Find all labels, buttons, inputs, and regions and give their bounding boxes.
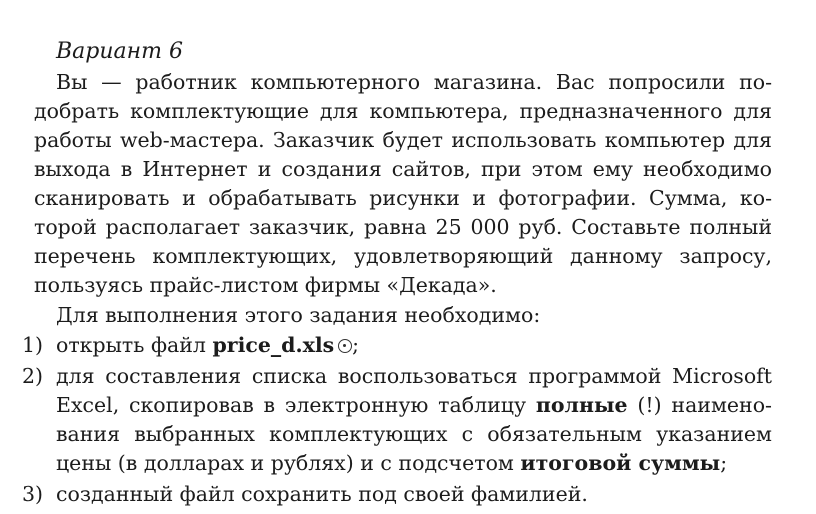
item-2-line-4-start: цены (в долларах и рублях) и с подсчетом: [56, 451, 514, 475]
intro-line: Для выполнения этого задания необходимо:: [56, 303, 541, 327]
item-2-bold-full: полные: [535, 393, 628, 417]
paragraph-line-2: добрать комплектующие для компьютера, предназначенного для: [34, 99, 772, 123]
variant-heading: Вариант 6: [56, 39, 183, 64]
item-1: [56, 331, 359, 359]
paragraph-line-7: перечень комплектующих, удовлетворяющий данному запросу,: [34, 244, 772, 268]
paragraph-line-5: сканировать и обрабатывать рисунки и фотографии. Сумма, ко-: [34, 186, 772, 210]
item-1-number: 1): [22, 333, 44, 357]
item-2-line-2-start: Excel, скопировав в электронную таблицу: [56, 393, 527, 417]
item-2-line-1: для составления списка воспользоваться программой Microsoft: [56, 364, 772, 388]
item-2-line-2: [56, 391, 772, 419]
item-2-line-4: [56, 449, 727, 477]
item-1-text: открыть файл: [56, 333, 206, 357]
item-2-bold-total: итоговой суммы: [520, 451, 721, 475]
paragraph-line-4: выхода в Интернет и создания сайтов, при этом ему необходимо: [34, 157, 772, 181]
item-2-line-2-end: (!) наимено-: [637, 393, 772, 417]
paragraph-line-1: Вы — работник компьютерного магазина. Вас попросили по-: [56, 70, 772, 94]
item-2-line-4-end: ;: [720, 451, 728, 475]
disk-icon: [338, 339, 352, 353]
file-name: price_d.xls: [212, 333, 335, 357]
paragraph-line-6: торой располагает заказчик, равна 25 000 руб. Составьте полный: [34, 215, 772, 239]
item-2-number: 2): [22, 364, 44, 388]
paragraph-line-3: работы web-мастера. Заказчик будет использовать компьютер для: [34, 128, 772, 152]
item-1-end: ;: [352, 333, 360, 357]
item-3-number: 3): [22, 482, 44, 506]
item-2-line-3: вания выбранных комплектующих с обязательным указанием: [56, 422, 772, 446]
paragraph-line-8: пользуясь прайс-листом фирмы «Декада».: [34, 273, 497, 297]
item-3-text: созданный файл сохранить под своей фамилией.: [56, 482, 588, 506]
